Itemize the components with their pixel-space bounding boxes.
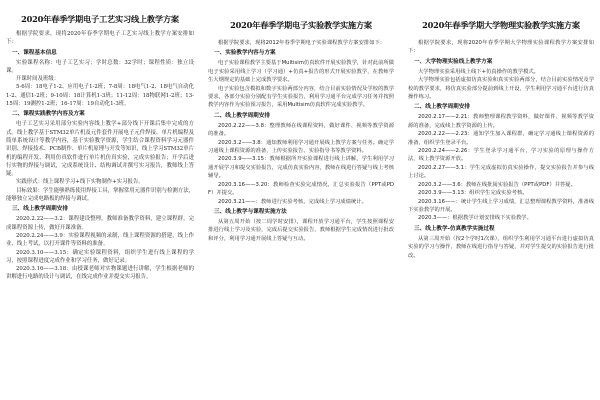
paragraph: 根据学院要求，现将2020年春季学期电子工艺实习线上教学方案安排如下： [6, 31, 194, 46]
plan-body [408, 39, 594, 260]
section-heading: 三、线上教学与课程实施方法 [214, 208, 287, 215]
paragraph: 从第三周开始（按2个学时1次课），组织学生利用学习通平台进行虚拟仿真实验的学习与操作，教师在线进行指导与答疑，并对学生提交的实验报告进行批改。 [408, 235, 594, 259]
plan-body [208, 39, 394, 243]
section-heading: 一、实验教学内容与方案 [214, 50, 276, 57]
section-heading: 二、线上教学周期安排 [214, 112, 270, 119]
section-heading: 三、线上教学-仿真教学实施过程 [414, 225, 495, 232]
paragraph: 2020.3.2——3.6：教师在线批阅实验报告（PPT或PDF）并答疑。 [418, 181, 576, 188]
paragraph: 根据学院要求，现将2020年春季学期大学物理实验课程教学方案安排如下： [408, 40, 594, 55]
plan-title: 2020年春季学期电子实验教学实施方案 [230, 20, 372, 30]
section-heading: 三、线上教学周期安排 [12, 206, 68, 213]
paragraph: 实践形式：线上课程学习+线下实物制作+实习报告。 [16, 179, 144, 186]
plan-title: 2020年春季学期大学物理实验教学实施方案 [422, 20, 580, 30]
paragraph: 2020.2.27——3.1：学生完成虚拟仿真实验操作，提交实验报告并参与线上讨论。 [408, 164, 594, 180]
paragraph: 2020.3.16——3.18：由授课老师对实物课题进行讲解，学生根据老师的讲解进行电路的设计与调试，在线完成作业并提交实习报告。 [6, 266, 194, 281]
paragraph: 2020.2.17——2.21：教师整理课程教学资料，做好课件、视频等教学资源的准备，完成线上教学资源的上传。 [408, 114, 594, 129]
paragraph: 2020.2.22——3.2：课程建设整理，教师准备教学资料，建立课程群，完成课程资源上传，做好开课准备。 [6, 216, 194, 231]
paragraph: 开课时间及班级： [16, 76, 60, 83]
paragraph: 根据学院要求，现将2012年春季学期电子实验课程教学方案安排如下： [218, 40, 386, 46]
section-heading: 一、大学物理实验线上教学方案 [414, 58, 493, 65]
paragraph: 2020.3.16——3.20：教师检查实验完成情况，汇总实验报告（PPT或PDF）并提交。 [208, 181, 394, 197]
section-heading: 一、课程基本信息 [12, 49, 57, 56]
column-electronics-lab-plan [202, 0, 400, 400]
paragraph: 2020.3——：根据教学计划安排线下实验教学。 [418, 215, 532, 222]
paragraph: 2020.2.24——2.26：学生登录学习通平台，学习实验的原理与操作方法，线上教学资源开放。 [408, 148, 594, 163]
section-heading: 二、线上教学周期安排 [414, 104, 470, 111]
paragraph: 电子实验包含模拟和数字实验两部分内容，结合目前实验情况及学校的教学要求，各部分实验分别配有学生实验报告，利用学习通平台完成学习任务并按照教学内容作为实验预习报告，采用Multisim仿真软件完成实验教学。 [208, 85, 394, 109]
paragraph: 5-6周：18电子1-2、应用电子1-2班；7-8周：18电气1-2、18电气自动化1-2、通信1-2班；9-10周：18计算机1-3班；11-12周：18物联网1-2班；13-15周：19测控1-2班；16-17周：19自动化1-3班。 [6, 84, 194, 108]
section-heading: 二、课程实践教学内容及方案 [12, 111, 85, 118]
paragraph: 电子实验课程教学主要基于Multisim仿真软件开展实验教学，针对此前所做电子实验采用线上学习（学习通）+仿真+报告的形式开展实验教学，在教师学生大纲规定的基础上完成教学要求。 [208, 60, 394, 84]
paragraph: 2020.3.9——3.15：教师根据所开实验课程进行线上讲解，学生利用学习通开展学习和提交实验报告，完成仿真实验内容，教师在线进行答疑与线上考核辅导。 [208, 156, 394, 180]
column-electronic-craft-plan [0, 0, 200, 400]
paragraph: 目标效果：学生能够熟练使用焊接工具，掌握常用元器件识别与检测方法，能够独立完成电路板的焊接与调试。 [6, 187, 194, 203]
paragraph: 实验课程名称：电子工艺实习；学时总数：32学时；课程性质：独立设课。 [6, 59, 194, 74]
plan-title: 2020年春季学期电子工艺实习线上教学方案 [21, 14, 179, 24]
paragraph: 电子工艺实习采用部分实验内容线上教学+部分线下开课后集中完成的方式。线上教学基于STM32单片机及元件套件开展电子元件焊接、单片机编程及简单系统设计等教学内容，基于实验教学资源，学生结合课程资料学习元器件识别、焊接技术、PCB制作、单片机原理与开发等知识，线上学习STM32单片机的编程开发、利用仿真软件进行单片机仿真实验，完成实验报告；开学后进行实物的焊接与调试，完成系统设计、结构调试并撰写实习报告，教师线上答疑。 [6, 121, 194, 178]
paragraph: 大学物理实验采用线上线下+仿真操作的教学模式。 [418, 68, 539, 75]
paragraph: 2020.2.22——2.23：通知学生加入课程群，确定学习通线上课程资源的准备，组织学生登录平台。 [408, 131, 594, 146]
paragraph: 大学物理实验包括虚拟仿真实验和真实实验两部分，结合目前实验情况及学校的教学要求，将仿真实验部分提前到线上开设，学生利用学习通平台进行仿真操作练习。 [408, 77, 594, 101]
paragraph: 2020.3.10——3.15：确定实验课程资料，组织学生进行线上课程的学习，按照课程进度完成作业和学习任务，做好记录。 [6, 249, 194, 264]
paragraph: 2020.2.24——3.9：实验课程视频的录制，线上课程资源的搭建，线上作业、线上考试，以打开课件等资料的准备。 [6, 232, 194, 248]
paragraph: 2020.3.9——3.13：组织学生完成实验考核。 [418, 190, 528, 197]
plan-body [6, 30, 194, 282]
paragraph: 2020.3.16——：统计学生线上学习成绩，汇总整理课程教学资料，准备线下实验教学的开展。 [408, 198, 594, 213]
paragraph: 2020.3.2——3.8：通知教师利用学习通开展线上教学方案与任务。确定学习通线上课程资源的准备，上传实验报告、实验指导书等教学资料。 [208, 139, 394, 155]
paragraph: 2020.2.22——3.8：整理教师在线课程资料，做好课件、视频等教学资源的准备。 [208, 122, 394, 138]
paragraph: 2020.3.21——：教师进行实验考核，完成线上学习成绩统计。 [218, 198, 367, 205]
column-physics-lab-plan [402, 0, 600, 400]
paragraph: 从第五周开始（按二周学时安排），课程开放学习通平台，学生按照课程安排进行线上学习及实验，完成后提交实验报告，教师根据学生完成情况进行批改和评分，利用学习通开展线上答疑与互动。 [208, 218, 394, 242]
